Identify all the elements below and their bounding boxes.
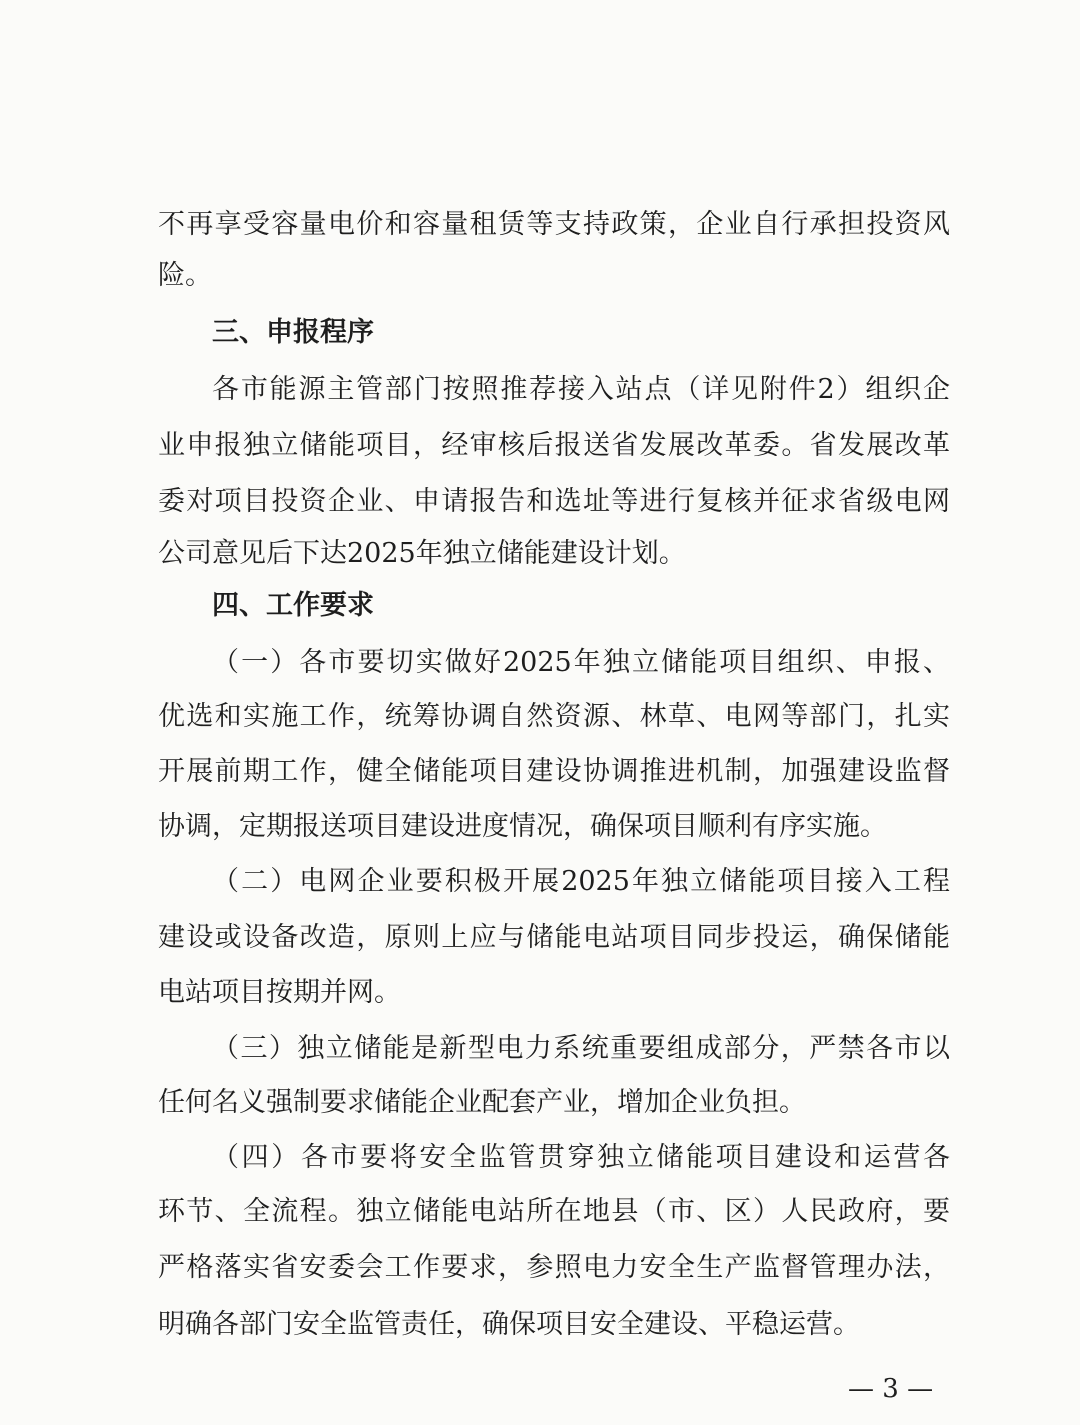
- paragraph-line: 电站项目按期并网。: [158, 977, 401, 1008]
- paragraph-line: （三）独立储能是新型电力系统重要组成部分，严禁各市以: [212, 1033, 950, 1064]
- paragraph-line: 协调，定期报送项目建设进度情况，确保项目顺利有序实施。: [158, 811, 887, 842]
- paragraph-line: 优选和实施工作，统筹协调自然资源、林草、电网等部门，扎实: [158, 701, 950, 732]
- paragraph-line: （二）电网企业要积极开展2025年独立储能项目接入工程: [212, 866, 950, 897]
- paragraph-line: （四）各市要将安全监管贯穿独立储能项目建设和运营各: [212, 1142, 950, 1173]
- paragraph-line: 严格落实省安委会工作要求，参照电力安全生产监督管理办法，: [158, 1252, 950, 1283]
- paragraph-line: 建设或设备改造，原则上应与储能电站项目同步投运，确保储能: [158, 922, 950, 953]
- section-heading-application-procedure: 三、申报程序: [212, 317, 374, 348]
- section-heading-work-requirements: 四、工作要求: [212, 590, 374, 621]
- page-number: — 3 —: [848, 1374, 934, 1404]
- paragraph-line: 不再享受容量电价和容量租赁等支持政策，企业自行承担投资风: [158, 209, 950, 240]
- paragraph-line: 任何名义强制要求储能企业配套产业，增加企业负担。: [158, 1087, 806, 1118]
- paragraph-line: （一）各市要切实做好2025年独立储能项目组织、申报、: [212, 647, 950, 678]
- paragraph-line: 公司意见后下达2025年独立储能建设计划。: [158, 538, 686, 569]
- paragraph-line: 业申报独立储能项目，经审核后报送省发展改革委。省发展改革: [158, 430, 950, 461]
- paragraph-line: 委对项目投资企业、申请报告和选址等进行复核并征求省级电网: [158, 486, 950, 517]
- paragraph-line: 险。: [158, 260, 212, 291]
- paragraph-line: 环节、全流程。独立储能电站所在地县（市、区）人民政府，要: [158, 1196, 950, 1227]
- paragraph-line: 各市能源主管部门按照推荐接入站点（详见附件2）组织企: [212, 374, 950, 405]
- paragraph-line: 明确各部门安全监管责任，确保项目安全建设、平稳运营。: [158, 1309, 860, 1340]
- paragraph-line: 开展前期工作，健全储能项目建设协调推进机制，加强建设监督: [158, 756, 950, 787]
